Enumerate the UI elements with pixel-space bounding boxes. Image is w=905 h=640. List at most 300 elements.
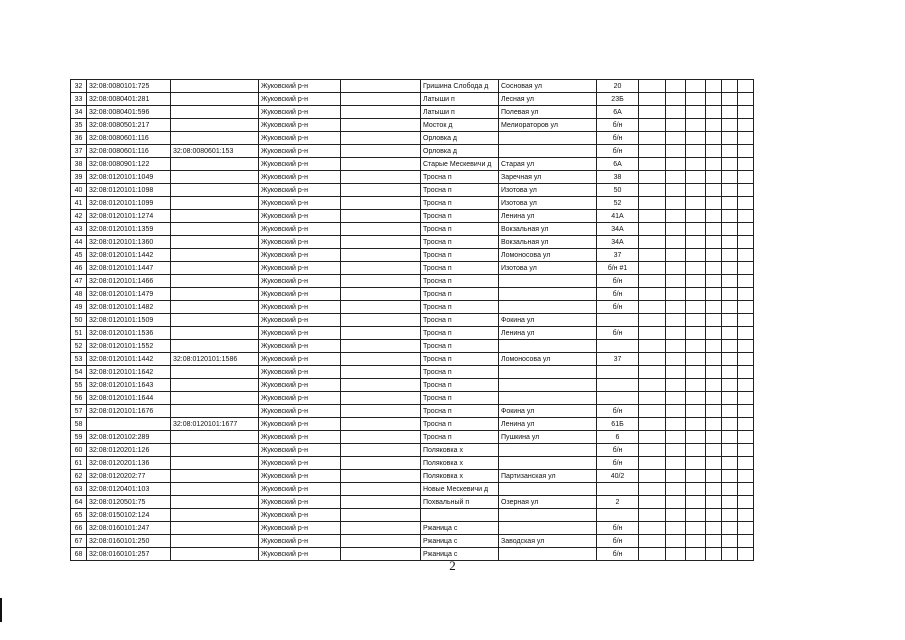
- empty-cell: [738, 405, 754, 418]
- street: Ломоносова ул: [499, 249, 597, 262]
- row-number: 47: [71, 275, 87, 288]
- settlement: Тросна п: [421, 314, 499, 327]
- empty-cell: [686, 444, 706, 457]
- empty-cell: [706, 405, 722, 418]
- linked-cadastral-number: [171, 132, 259, 145]
- empty-cell: [706, 145, 722, 158]
- house-number: [597, 340, 639, 353]
- district: Жуковский р-н: [259, 418, 341, 431]
- table-row: [71, 379, 754, 392]
- linked-cadastral-number: [171, 262, 259, 275]
- empty-cell: [639, 262, 666, 275]
- empty-cell: [341, 431, 421, 444]
- street: Заречная ул: [499, 171, 597, 184]
- empty-cell: [722, 158, 738, 171]
- table-row: [71, 171, 754, 184]
- street: Ленина ул: [499, 210, 597, 223]
- house-number: [597, 392, 639, 405]
- empty-cell: [722, 197, 738, 210]
- empty-cell: [738, 327, 754, 340]
- empty-cell: [341, 106, 421, 119]
- empty-cell: [341, 197, 421, 210]
- empty-cell: [738, 210, 754, 223]
- empty-cell: [666, 509, 686, 522]
- empty-cell: [706, 210, 722, 223]
- linked-cadastral-number: [171, 80, 259, 93]
- street: Фокина ул: [499, 405, 597, 418]
- table-row: [71, 314, 754, 327]
- row-number: 68: [71, 548, 87, 561]
- district: Жуковский р-н: [259, 145, 341, 158]
- empty-cell: [706, 327, 722, 340]
- empty-cell: [341, 366, 421, 379]
- empty-cell: [639, 431, 666, 444]
- settlement: Мосток д: [421, 119, 499, 132]
- street: Полевая ул: [499, 106, 597, 119]
- table-body: [71, 80, 754, 561]
- cadastral-number: 32:08:0120101:1479: [87, 288, 171, 301]
- empty-cell: [738, 418, 754, 431]
- table-row: [71, 301, 754, 314]
- table-row: [71, 340, 754, 353]
- linked-cadastral-number: [171, 314, 259, 327]
- settlement: Латыши п: [421, 93, 499, 106]
- row-number: 36: [71, 132, 87, 145]
- cadastral-number: 32:08:0120102:289: [87, 431, 171, 444]
- row-number: 66: [71, 522, 87, 535]
- empty-cell: [722, 353, 738, 366]
- empty-cell: [666, 132, 686, 145]
- empty-cell: [738, 301, 754, 314]
- district: Жуковский р-н: [259, 457, 341, 470]
- empty-cell: [706, 249, 722, 262]
- empty-cell: [706, 431, 722, 444]
- row-number: 58: [71, 418, 87, 431]
- street: Вокзальная ул: [499, 223, 597, 236]
- cadastral-number: 32:08:0160101:250: [87, 535, 171, 548]
- settlement: Тросна п: [421, 327, 499, 340]
- empty-cell: [639, 457, 666, 470]
- empty-cell: [686, 171, 706, 184]
- empty-cell: [722, 431, 738, 444]
- empty-cell: [639, 444, 666, 457]
- cadastral-number: 32:08:0120101:1442: [87, 249, 171, 262]
- table-row: [71, 535, 754, 548]
- empty-cell: [738, 158, 754, 171]
- empty-cell: [686, 314, 706, 327]
- settlement: Тросна п: [421, 236, 499, 249]
- table-row: [71, 483, 754, 496]
- empty-cell: [639, 353, 666, 366]
- empty-cell: [666, 340, 686, 353]
- empty-cell: [722, 535, 738, 548]
- cadastral-number: 32:08:0120101:1552: [87, 340, 171, 353]
- house-number: б/н: [597, 405, 639, 418]
- cadastral-number: 32:08:0120101:1643: [87, 379, 171, 392]
- settlement: Тросна п: [421, 379, 499, 392]
- empty-cell: [738, 119, 754, 132]
- district: Жуковский р-н: [259, 288, 341, 301]
- house-number: 52: [597, 197, 639, 210]
- empty-cell: [706, 535, 722, 548]
- empty-cell: [666, 327, 686, 340]
- empty-cell: [738, 379, 754, 392]
- empty-cell: [666, 418, 686, 431]
- district: Жуковский р-н: [259, 496, 341, 509]
- table-row: [71, 457, 754, 470]
- house-number: 40/2: [597, 470, 639, 483]
- house-number: б/н: [597, 522, 639, 535]
- empty-cell: [706, 106, 722, 119]
- empty-cell: [738, 366, 754, 379]
- empty-cell: [341, 392, 421, 405]
- linked-cadastral-number: [171, 366, 259, 379]
- house-number: 34А: [597, 223, 639, 236]
- district: Жуковский р-н: [259, 366, 341, 379]
- row-number: 40: [71, 184, 87, 197]
- cadastral-number: 32:08:0120101:1536: [87, 327, 171, 340]
- empty-cell: [722, 301, 738, 314]
- empty-cell: [722, 405, 738, 418]
- empty-cell: [706, 457, 722, 470]
- row-number: 34: [71, 106, 87, 119]
- empty-cell: [686, 80, 706, 93]
- row-number: 42: [71, 210, 87, 223]
- settlement: Новые Мескевичи д: [421, 483, 499, 496]
- district: Жуковский р-н: [259, 470, 341, 483]
- district: Жуковский р-н: [259, 301, 341, 314]
- empty-cell: [341, 275, 421, 288]
- linked-cadastral-number: [171, 236, 259, 249]
- empty-cell: [666, 119, 686, 132]
- settlement: Тросна п: [421, 301, 499, 314]
- empty-cell: [341, 405, 421, 418]
- empty-cell: [686, 236, 706, 249]
- settlement: Старые Мескевичи д: [421, 158, 499, 171]
- linked-cadastral-number: [171, 379, 259, 392]
- street: [499, 366, 597, 379]
- empty-cell: [706, 80, 722, 93]
- table-row: [71, 236, 754, 249]
- settlement: Тросна п: [421, 392, 499, 405]
- empty-cell: [666, 80, 686, 93]
- empty-cell: [706, 288, 722, 301]
- linked-cadastral-number: [171, 509, 259, 522]
- empty-cell: [666, 106, 686, 119]
- empty-cell: [722, 327, 738, 340]
- settlement: Гришина Слобода д: [421, 80, 499, 93]
- settlement: Тросна п: [421, 353, 499, 366]
- table-row: [71, 496, 754, 509]
- district: Жуковский р-н: [259, 171, 341, 184]
- cadastral-number: 32:08:0120202:77: [87, 470, 171, 483]
- cadastral-number: 32:08:0120401:103: [87, 483, 171, 496]
- empty-cell: [666, 353, 686, 366]
- empty-cell: [686, 353, 706, 366]
- empty-cell: [639, 522, 666, 535]
- empty-cell: [341, 80, 421, 93]
- empty-cell: [686, 457, 706, 470]
- empty-cell: [706, 262, 722, 275]
- empty-cell: [639, 314, 666, 327]
- street: Изотова ул: [499, 184, 597, 197]
- house-number: б/н: [597, 119, 639, 132]
- district: Жуковский р-н: [259, 548, 341, 561]
- street: Пушкина ул: [499, 431, 597, 444]
- empty-cell: [706, 184, 722, 197]
- empty-cell: [686, 106, 706, 119]
- empty-cell: [639, 93, 666, 106]
- empty-cell: [686, 145, 706, 158]
- empty-cell: [341, 223, 421, 236]
- empty-cell: [738, 509, 754, 522]
- empty-cell: [341, 236, 421, 249]
- house-number: 6А: [597, 106, 639, 119]
- district: Жуковский р-н: [259, 106, 341, 119]
- cadastral-number: 32:08:0120201:136: [87, 457, 171, 470]
- empty-cell: [706, 197, 722, 210]
- empty-cell: [639, 288, 666, 301]
- house-number: 23Б: [597, 93, 639, 106]
- cadastral-number: 32:08:0120101:1098: [87, 184, 171, 197]
- cadastral-number: 32:08:0120101:1049: [87, 171, 171, 184]
- table-row: [71, 210, 754, 223]
- empty-cell: [639, 392, 666, 405]
- empty-cell: [666, 314, 686, 327]
- settlement: Тросна п: [421, 197, 499, 210]
- empty-cell: [666, 522, 686, 535]
- cadastral-number: 32:08:0080101:725: [87, 80, 171, 93]
- empty-cell: [706, 483, 722, 496]
- cadastral-number: 32:08:0120101:1509: [87, 314, 171, 327]
- empty-cell: [639, 236, 666, 249]
- empty-cell: [706, 366, 722, 379]
- empty-cell: [706, 132, 722, 145]
- empty-cell: [341, 470, 421, 483]
- row-number: 35: [71, 119, 87, 132]
- empty-cell: [722, 145, 738, 158]
- empty-cell: [341, 171, 421, 184]
- row-number: 65: [71, 509, 87, 522]
- house-number: 37: [597, 353, 639, 366]
- street: Ленина ул: [499, 418, 597, 431]
- row-number: 64: [71, 496, 87, 509]
- table-row: [71, 353, 754, 366]
- linked-cadastral-number: [171, 457, 259, 470]
- house-number: б/н: [597, 444, 639, 457]
- row-number: 67: [71, 535, 87, 548]
- table-row: [71, 444, 754, 457]
- empty-cell: [686, 119, 706, 132]
- empty-cell: [722, 184, 738, 197]
- cadastral-number: 32:08:0080401:281: [87, 93, 171, 106]
- cadastral-number: 32:08:0120101:1099: [87, 197, 171, 210]
- row-number: 33: [71, 93, 87, 106]
- empty-cell: [666, 275, 686, 288]
- empty-cell: [686, 184, 706, 197]
- district: Жуковский р-н: [259, 327, 341, 340]
- empty-cell: [706, 418, 722, 431]
- district: Жуковский р-н: [259, 392, 341, 405]
- empty-cell: [686, 158, 706, 171]
- empty-cell: [639, 301, 666, 314]
- empty-cell: [706, 340, 722, 353]
- row-number: 52: [71, 340, 87, 353]
- empty-cell: [666, 249, 686, 262]
- empty-cell: [738, 145, 754, 158]
- cadastral-number: 32:08:0120501:75: [87, 496, 171, 509]
- settlement: Поляковка х: [421, 457, 499, 470]
- empty-cell: [341, 301, 421, 314]
- district: Жуковский р-н: [259, 158, 341, 171]
- cadastral-number: 32:08:0120101:1644: [87, 392, 171, 405]
- settlement: Ржаница с: [421, 535, 499, 548]
- street: [499, 392, 597, 405]
- empty-cell: [341, 535, 421, 548]
- empty-cell: [666, 93, 686, 106]
- district: Жуковский р-н: [259, 275, 341, 288]
- settlement: Тросна п: [421, 275, 499, 288]
- settlement: Тросна п: [421, 262, 499, 275]
- empty-cell: [738, 470, 754, 483]
- table-row: [71, 509, 754, 522]
- district: Жуковский р-н: [259, 119, 341, 132]
- street: Партизанская ул: [499, 470, 597, 483]
- street: Лесная ул: [499, 93, 597, 106]
- settlement: Тросна п: [421, 249, 499, 262]
- street: [499, 522, 597, 535]
- empty-cell: [666, 158, 686, 171]
- empty-cell: [738, 288, 754, 301]
- settlement: Ржаница с: [421, 522, 499, 535]
- house-number: б/н: [597, 327, 639, 340]
- empty-cell: [706, 470, 722, 483]
- row-number: 37: [71, 145, 87, 158]
- empty-cell: [341, 379, 421, 392]
- table-row: [71, 106, 754, 119]
- empty-cell: [722, 80, 738, 93]
- cadastral-number: 32:08:0150102:124: [87, 509, 171, 522]
- empty-cell: [686, 262, 706, 275]
- row-number: 41: [71, 197, 87, 210]
- empty-cell: [738, 132, 754, 145]
- empty-cell: [738, 340, 754, 353]
- district: Жуковский р-н: [259, 340, 341, 353]
- settlement: Тросна п: [421, 288, 499, 301]
- house-number: б/н #1: [597, 262, 639, 275]
- empty-cell: [639, 132, 666, 145]
- empty-cell: [639, 483, 666, 496]
- settlement: Тросна п: [421, 431, 499, 444]
- empty-cell: [341, 132, 421, 145]
- street: Ленина ул: [499, 327, 597, 340]
- settlement: Тросна п: [421, 223, 499, 236]
- street: Фокина ул: [499, 314, 597, 327]
- cadastral-number: 32:08:0120101:1274: [87, 210, 171, 223]
- empty-cell: [341, 314, 421, 327]
- empty-cell: [738, 236, 754, 249]
- cadastral-number: 32:08:0120101:1359: [87, 223, 171, 236]
- house-number: [597, 314, 639, 327]
- settlement: Орловка д: [421, 145, 499, 158]
- district: Жуковский р-н: [259, 405, 341, 418]
- empty-cell: [639, 327, 666, 340]
- empty-cell: [706, 379, 722, 392]
- empty-cell: [341, 444, 421, 457]
- linked-cadastral-number: [171, 210, 259, 223]
- linked-cadastral-number: 32:08:0120101:1586: [171, 353, 259, 366]
- table-row: [71, 119, 754, 132]
- street: [499, 275, 597, 288]
- linked-cadastral-number: [171, 249, 259, 262]
- empty-cell: [666, 210, 686, 223]
- cadastral-number: 32:08:0160101:257: [87, 548, 171, 561]
- empty-cell: [706, 509, 722, 522]
- empty-cell: [666, 496, 686, 509]
- linked-cadastral-number: [171, 405, 259, 418]
- settlement: Тросна п: [421, 405, 499, 418]
- empty-cell: [722, 418, 738, 431]
- empty-cell: [639, 223, 666, 236]
- linked-cadastral-number: [171, 392, 259, 405]
- linked-cadastral-number: [171, 171, 259, 184]
- settlement: Тросна п: [421, 210, 499, 223]
- empty-cell: [722, 483, 738, 496]
- empty-cell: [341, 119, 421, 132]
- district: Жуковский р-н: [259, 236, 341, 249]
- empty-cell: [639, 275, 666, 288]
- table-row: [71, 262, 754, 275]
- empty-cell: [706, 314, 722, 327]
- empty-cell: [686, 483, 706, 496]
- empty-cell: [666, 236, 686, 249]
- linked-cadastral-number: [171, 496, 259, 509]
- empty-cell: [686, 379, 706, 392]
- table-row: [71, 366, 754, 379]
- empty-cell: [738, 444, 754, 457]
- row-number: 57: [71, 405, 87, 418]
- row-number: 51: [71, 327, 87, 340]
- street: [499, 340, 597, 353]
- linked-cadastral-number: [171, 197, 259, 210]
- empty-cell: [738, 106, 754, 119]
- row-number: 45: [71, 249, 87, 262]
- settlement: Поляковка х: [421, 470, 499, 483]
- linked-cadastral-number: [171, 327, 259, 340]
- street: [499, 288, 597, 301]
- empty-cell: [738, 197, 754, 210]
- empty-cell: [738, 431, 754, 444]
- row-number: 59: [71, 431, 87, 444]
- empty-cell: [722, 288, 738, 301]
- house-number: [597, 379, 639, 392]
- cadastral-number: 32:08:0080501:217: [87, 119, 171, 132]
- empty-cell: [722, 275, 738, 288]
- empty-cell: [686, 522, 706, 535]
- house-number: б/н: [597, 288, 639, 301]
- empty-cell: [686, 327, 706, 340]
- settlement: Тросна п: [421, 184, 499, 197]
- empty-cell: [686, 418, 706, 431]
- row-number: 39: [71, 171, 87, 184]
- table-row: [71, 470, 754, 483]
- empty-cell: [722, 262, 738, 275]
- table-row: [71, 275, 754, 288]
- empty-cell: [722, 314, 738, 327]
- row-number: 44: [71, 236, 87, 249]
- empty-cell: [738, 314, 754, 327]
- empty-cell: [341, 249, 421, 262]
